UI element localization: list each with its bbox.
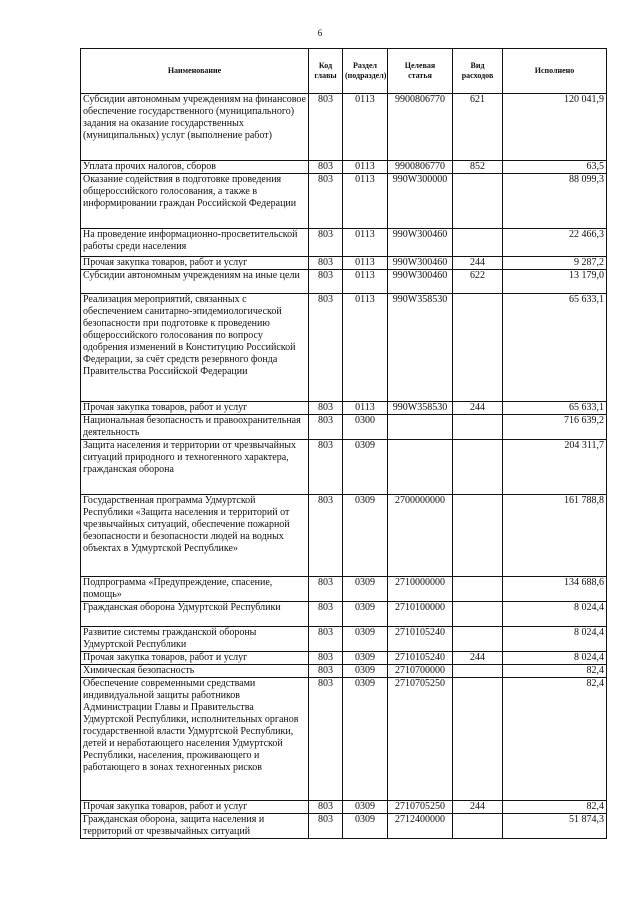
row-executed: 716 639,2: [503, 415, 607, 440]
row-executed: 82,4: [503, 665, 607, 678]
row-name: На проведение информационно-просветительской работы среди населения: [81, 229, 309, 257]
row-name: Прочая закупка товаров, работ и услуг: [81, 402, 309, 415]
row-executed: 161 788,8: [503, 495, 607, 577]
table-row: [81, 270, 607, 294]
header-code: [309, 49, 343, 94]
header-section: [343, 49, 388, 94]
row-type: 622: [453, 270, 503, 294]
header-executed: [503, 49, 607, 94]
row-code: 803: [309, 229, 343, 257]
row-section: 0113: [343, 94, 388, 161]
row-section: 0309: [343, 678, 388, 801]
row-executed: 204 311,7: [503, 440, 607, 495]
row-name: Гражданская оборона Удмуртской Республики: [81, 602, 309, 627]
row-section: 0309: [343, 577, 388, 602]
row-code: 803: [309, 161, 343, 174]
header-name-text: Наименование: [167, 66, 222, 75]
row-type: 244: [453, 257, 503, 270]
header-article-line2: статья: [408, 71, 432, 80]
row-name: Развитие системы гражданской обороны Удмуртской Республики: [81, 627, 309, 652]
row-name: Государственная программа Удмуртской Республики «Защита населения и территорий от чрезвычайных ситуаций, обеспечение пожарной безопасности и безопасности людей на водных объектах в Удмуртской Республике»: [81, 495, 309, 577]
row-type: [453, 665, 503, 678]
header-type: [453, 49, 503, 94]
header-section-line1: Раздел: [352, 61, 378, 70]
row-article: 990W300460: [388, 270, 453, 294]
header-type-line1: Вид: [470, 61, 485, 70]
row-section: 0113: [343, 402, 388, 415]
row-executed: 82,4: [503, 801, 607, 814]
table-row: [81, 495, 607, 577]
page-number: 6: [317, 28, 323, 38]
table-row: [81, 577, 607, 602]
row-type: 852: [453, 161, 503, 174]
row-type: [453, 627, 503, 652]
row-article: 2710700000: [388, 665, 453, 678]
row-article: 990W358530: [388, 402, 453, 415]
row-executed: 22 466,3: [503, 229, 607, 257]
row-name: Химическая безопасность: [81, 665, 309, 678]
row-section: 0309: [343, 495, 388, 577]
row-type: [453, 174, 503, 229]
row-type: [453, 814, 503, 839]
row-code: 803: [309, 495, 343, 577]
row-code: 803: [309, 174, 343, 229]
row-article: 2710105240: [388, 627, 453, 652]
row-section: 0309: [343, 814, 388, 839]
row-code: 803: [309, 257, 343, 270]
row-executed: 8 024,4: [503, 652, 607, 665]
row-name: Оказание содействия в подготовке проведения общероссийского голосования, а также в информировании граждан Российской Федерации: [81, 174, 309, 229]
row-code: 803: [309, 814, 343, 839]
row-type: [453, 415, 503, 440]
row-code: 803: [309, 652, 343, 665]
row-section: 0309: [343, 801, 388, 814]
header-type-line2: расходов: [461, 71, 494, 80]
row-type: [453, 495, 503, 577]
header-code-line1: Код: [318, 61, 333, 70]
row-executed: 120 041,9: [503, 94, 607, 161]
header-section-line2: (подраздел): [345, 71, 387, 80]
row-name: Уплата прочих налогов, сборов: [81, 161, 309, 174]
table-row: [81, 440, 607, 495]
row-section: 0309: [343, 602, 388, 627]
row-type: [453, 229, 503, 257]
row-article: 2700000000: [388, 495, 453, 577]
row-section: 0300: [343, 415, 388, 440]
row-name: Прочая закупка товаров, работ и услуг: [81, 652, 309, 665]
table-row: [81, 94, 607, 161]
header-name: [81, 49, 309, 94]
row-type: 244: [453, 801, 503, 814]
row-executed: 134 688,6: [503, 577, 607, 602]
row-code: 803: [309, 577, 343, 602]
row-section: 0113: [343, 229, 388, 257]
row-section: 0113: [343, 174, 388, 229]
row-code: 803: [309, 440, 343, 495]
table-row: [81, 801, 607, 814]
row-section: 0113: [343, 270, 388, 294]
row-name: Прочая закупка товаров, работ и услуг: [81, 801, 309, 814]
row-type: 244: [453, 652, 503, 665]
header-code-line2: главы: [314, 71, 337, 80]
row-name: Гражданская оборона, защита населения и территорий от чрезвычайных ситуаций: [81, 814, 309, 839]
row-executed: 88 099,3: [503, 174, 607, 229]
row-section: 0309: [343, 652, 388, 665]
table-row: [81, 229, 607, 257]
row-article: [388, 415, 453, 440]
header-article: [388, 49, 453, 94]
row-code: 803: [309, 665, 343, 678]
row-type: 621: [453, 94, 503, 161]
row-executed: 9 287,2: [503, 257, 607, 270]
row-code: 803: [309, 294, 343, 402]
row-type: 244: [453, 402, 503, 415]
row-article: [388, 440, 453, 495]
table-row: [81, 814, 607, 839]
row-article: 990W300000: [388, 174, 453, 229]
row-executed: 8 024,4: [503, 627, 607, 652]
row-code: 803: [309, 94, 343, 161]
table-header-row: [81, 49, 607, 94]
row-name: Защита населения и территории от чрезвычайных ситуаций природного и техногенного характера, гражданская оборона: [81, 440, 309, 495]
row-type: [453, 678, 503, 801]
row-name: Прочая закупка товаров, работ и услуг: [81, 257, 309, 270]
row-type: [453, 294, 503, 402]
row-article: 2710100000: [388, 602, 453, 627]
table-row: [81, 678, 607, 801]
row-article: 2710705250: [388, 678, 453, 801]
row-article: 9900806770: [388, 94, 453, 161]
row-name: Подпрограмма «Предупреждение, спасение, помощь»: [81, 577, 309, 602]
row-section: 0309: [343, 440, 388, 495]
row-executed: 51 874,3: [503, 814, 607, 839]
row-code: 803: [309, 402, 343, 415]
row-code: 803: [309, 602, 343, 627]
row-name: Реализация мероприятий, связанных с обеспечением санитарно-эпидемиологической безопасности при подготовке к проведению общероссийского голосования по вопросу одобрения изменений в Конституцию Российской Федерации, за счёт средств резервного фонда Правительства Российской Федерации: [81, 294, 309, 402]
row-code: 803: [309, 801, 343, 814]
row-article: 990W300460: [388, 229, 453, 257]
row-code: 803: [309, 627, 343, 652]
table-row: [81, 161, 607, 174]
table-row: [81, 174, 607, 229]
row-article: 2710000000: [388, 577, 453, 602]
row-code: 803: [309, 415, 343, 440]
table-row: [81, 257, 607, 270]
table-row: [81, 627, 607, 652]
row-section: 0113: [343, 161, 388, 174]
budget-table: [80, 48, 607, 839]
row-article: 2710105240: [388, 652, 453, 665]
row-name: Субсидии автономным учреждениям на финансовое обеспечение государственного (муниципального) задания на оказание государственных (муниципальных) услуг (выполнение работ): [81, 94, 309, 161]
row-code: 803: [309, 678, 343, 801]
header-article-line1: Целевая: [404, 61, 436, 70]
row-executed: 82,4: [503, 678, 607, 801]
row-article: 2712400000: [388, 814, 453, 839]
table-row: [81, 294, 607, 402]
row-article: 2710705250: [388, 801, 453, 814]
row-executed: 13 179,0: [503, 270, 607, 294]
row-name: Субсидии автономным учреждениям на иные цели: [81, 270, 309, 294]
row-executed: 63,5: [503, 161, 607, 174]
table-row: [81, 415, 607, 440]
row-type: [453, 440, 503, 495]
row-name: Национальная безопасность и правоохранительная деятельность: [81, 415, 309, 440]
row-type: [453, 577, 503, 602]
row-section: 0113: [343, 257, 388, 270]
row-executed: 8 024,4: [503, 602, 607, 627]
row-name: Обеспечение современными средствами индивидуальной защиты работников Администрации Главы и Правительства Удмуртской Республики, исполнительных органов государственной власти Удмуртской Республики, детей и неработающего населения Удмуртской Республики, населения, проживающего и работающего в зонах техногенных рисков: [81, 678, 309, 801]
row-article: 990W300460: [388, 257, 453, 270]
row-type: [453, 602, 503, 627]
row-section: 0309: [343, 627, 388, 652]
row-article: 9900806770: [388, 161, 453, 174]
table-row: [81, 652, 607, 665]
header-executed-text: Исполнено: [534, 66, 575, 75]
row-code: 803: [309, 270, 343, 294]
table-row: [81, 665, 607, 678]
row-section: 0309: [343, 665, 388, 678]
row-executed: 65 633,1: [503, 294, 607, 402]
row-article: 990W358530: [388, 294, 453, 402]
table-row: [81, 602, 607, 627]
table-row: [81, 402, 607, 415]
row-executed: 65 633,1: [503, 402, 607, 415]
row-section: 0113: [343, 294, 388, 402]
